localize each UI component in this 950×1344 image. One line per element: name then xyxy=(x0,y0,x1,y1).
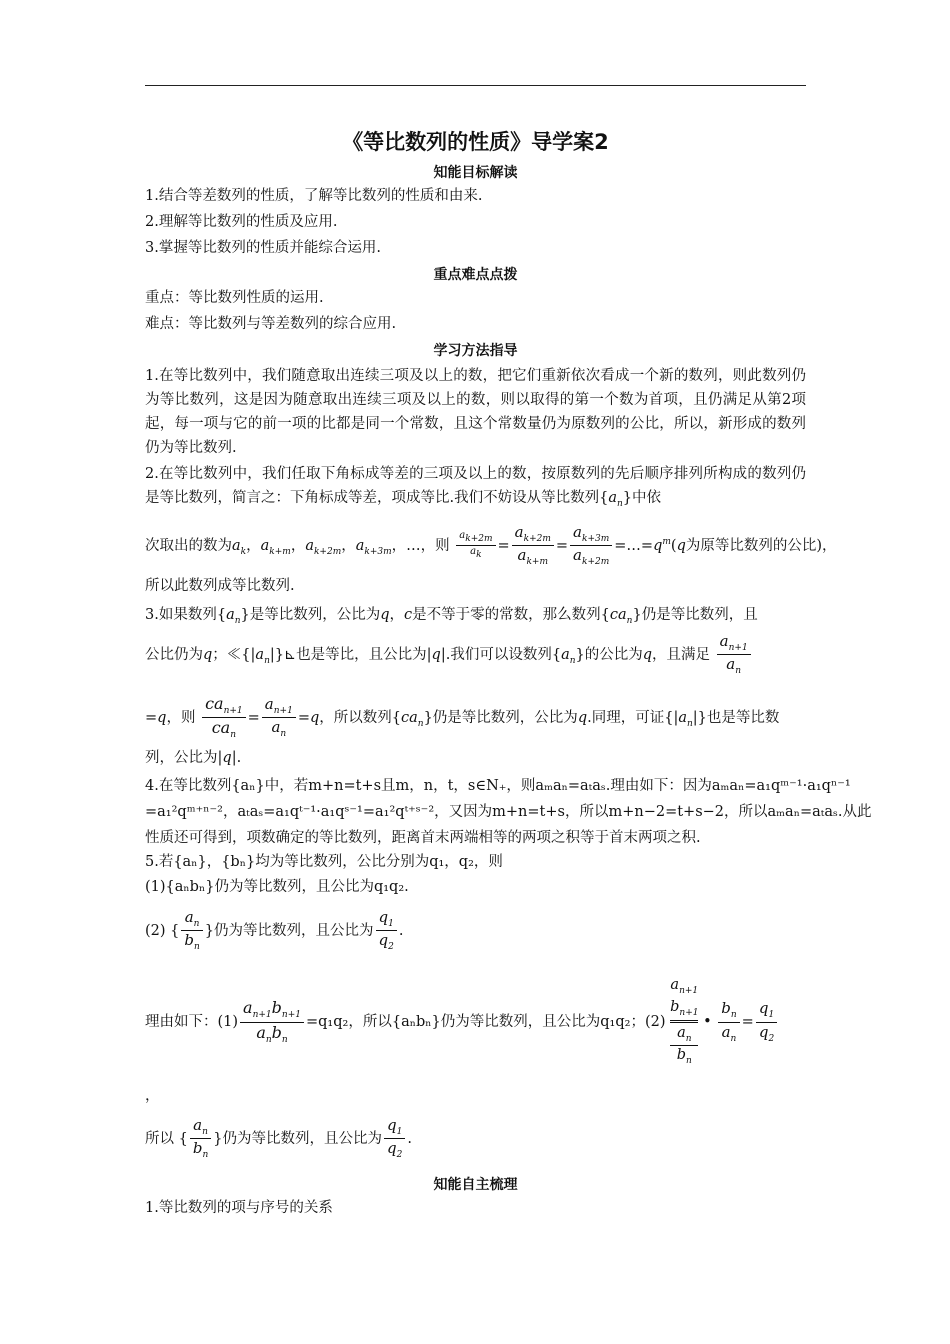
section-heading-keys: 重点难点点拨 xyxy=(433,267,518,283)
method-4-line-2: =a₁²qᵐ⁺ⁿ⁻²，aₜaₛ=a₁qᵗ⁻¹·a₁qˢ⁻¹=a₁²qᵗ⁺ˢ⁻²，又因为m+n=t+s，所以m+n−2=t+s−2，所以aₘaₙ=aₜaₛ.从此 xyxy=(145,804,872,820)
reason-comma: ， xyxy=(145,1088,160,1104)
fraction-q1-q2-2: $\frac{q_1}{q_2}$ xyxy=(756,999,777,1045)
section-heading-methods: 学习方法指导 xyxy=(433,343,518,359)
ratio-fraction-1: $\frac{a_{k+2m}}{a_k}$ xyxy=(456,530,495,562)
fraction-anbn-ratio: $\frac{a_{n+1}b_{n+1}}{a_nb_n}$ xyxy=(240,998,304,1046)
method-1-paragraph: 1.在等比数列中，我们随意取出连续三项及以上的数，把它们重新依次看成一个新的数列，则此数列仍为等比数列，这是因为随意取出连续三项及以上的数，则以取得的第一个数为首项，且仍满足从第2项起，每一项与它的前一项的比都是同一个常数，且这个常数量仍为原数列的公比，所以，新形成的数列仍为等比数列. xyxy=(145,368,806,456)
fraction-an-bn: $\frac{a_n}{b_n}$ xyxy=(181,908,202,954)
goal-item: 1.结合等差数列的性质，了解等比数列的性质和由来. xyxy=(145,188,483,204)
ratio-fraction-an: $\frac{a_{n+1}}{a_n}$ xyxy=(717,632,751,678)
method-3-line-3: =q，则 $\frac{ca_{n+1}}{ca_n}$ = $\frac{a_{n+1}}{a_n}$ =q，所以数列$\{ca_n\}$仍是等比数列，公比为q.同理，可证$\{|a_n|\}$也是等比数 xyxy=(145,694,780,741)
section-heading-goals: 知能目标解读 xyxy=(433,165,518,181)
goal-item: 3.掌握等比数列的性质并能综合运用. xyxy=(145,240,381,256)
method-4-line-3: 性质还可得到，项数确定的等比数列，距离首末两端相等的两项之积等于首末两项之积. xyxy=(145,830,701,846)
method-4-line-1: 4.在等比数列{aₙ}中，若m+n=t+s且m，n，t，s∈N₊，则aₘaₙ=aₜaₛ.理由如下：因为aₘaₙ=a₁qᵐ⁻¹·a₁qⁿ⁻¹ xyxy=(145,778,851,794)
method-2-paragraph: 2.在等比数列中，我们任取下角标成等差的三项及以上的数，按原数列的先后顺序排列所构成的数列仍是等比数列，简言之：下角标成等差，项成等比.我们不妨设从等比数列$\{a_n\}$中依 xyxy=(145,466,806,509)
ratio-fraction-an-2: $\frac{a_{n+1}}{a_n}$ xyxy=(262,695,296,741)
compound-fraction: $a_{n+1}$ $b_{n+1}$ $a_n$ $b_n$ xyxy=(670,977,699,1066)
so-line: 所以 { $\frac{a_n}{b_n}$ }仍为等比数列，且公比为 $\frac{q_1}{q_2}$ . xyxy=(145,1116,412,1161)
ratio-fraction-3: $\frac{a_{k+3m}}{a_{k+2m}}$ xyxy=(570,523,612,569)
method-3-line-4: 列，公比为|q|. xyxy=(145,750,242,766)
method-3-line-1: 3.如果数列$\{a_n\}$是等比数列，公比为q，c是不等于零的常数，那么数列$\{ca_n\}$仍是等比数列，且 xyxy=(145,607,758,626)
method-3-line-2: 公比仍为q；$≪\{|a_n|\}⊾$也是等比，且公比为|q|.我们可以设数列$\{a_n\}$的公比为q，且满足 $\frac{a_{n+1}}{a_n}$ xyxy=(145,632,806,683)
ratio-fraction-can: $\frac{ca_{n+1}}{ca_n}$ xyxy=(202,694,246,742)
method-5-item-2: (2) { $\frac{a_n}{b_n}$ }仍为等比数列，且公比为 $\frac{q_1}{q_2}$ . xyxy=(145,908,404,953)
difficult-point: 难点：等比数列与等差数列的综合应用. xyxy=(145,316,397,332)
review-item-1: 1.等比数列的项与序号的关系 xyxy=(145,1200,333,1216)
method-5-intro: 5.若{aₙ}，{bₙ}均为等比数列，公比分别为q₁，q₂，则 xyxy=(145,854,503,870)
method-5-item-1: (1){aₙbₙ}仍为等比数列，且公比为q₁q₂. xyxy=(145,879,409,895)
fraction-q1-q2: $\frac{q_1}{q_2}$ xyxy=(376,908,397,954)
reason-line: 理由如下：(1) $\frac{a_{n+1}b_{n+1}}{a_nb_n}$ =q₁q₂，所以{aₙbₙ}仍为等比数列，且公比为q₁q₂；(2) $a_{n+1}$ $b_{n+1}$ $a_n$ $b_n$ • $\frac{b_n}{a_n}$ = $\frac{q_1}{q_2}$ xyxy=(145,972,806,1072)
ratio-fraction-2: $\frac{a_{k+2m}}{a_{k+m}}$ xyxy=(512,523,554,569)
section-heading-review: 知能自主梳理 xyxy=(433,1177,518,1193)
method-2-formula-line: 次取出的数为$a_k$，$a_{k+m}$，$a_{k+2m}$，$a_{k+3m}$，…，则 $\frac{a_{k+2m}}{a_k}$ = $\frac{a_{k+2m}}{a_{k+m}}$ = $\frac{a_{k+3m}}{a_{k+2m}}$ $=\dots=q^m(q$为原等比数列的公比)， xyxy=(145,523,837,568)
page-title: 《等比数列的性质》导学案2 xyxy=(342,130,609,154)
fraction-q1-q2-3: $\frac{q_1}{q_2}$ xyxy=(384,1116,405,1162)
fraction-an-bn-2: $\frac{a_n}{b_n}$ xyxy=(190,1116,211,1162)
key-point: 重点：等比数列性质的运用. xyxy=(145,290,324,306)
fraction-bn-an: $\frac{b_n}{a_n}$ xyxy=(718,999,739,1045)
header-rule xyxy=(145,85,806,86)
goal-item: 2.理解等比数列的性质及应用. xyxy=(145,214,338,230)
method-2-conclusion: 所以此数列成等比数列. xyxy=(145,578,295,594)
